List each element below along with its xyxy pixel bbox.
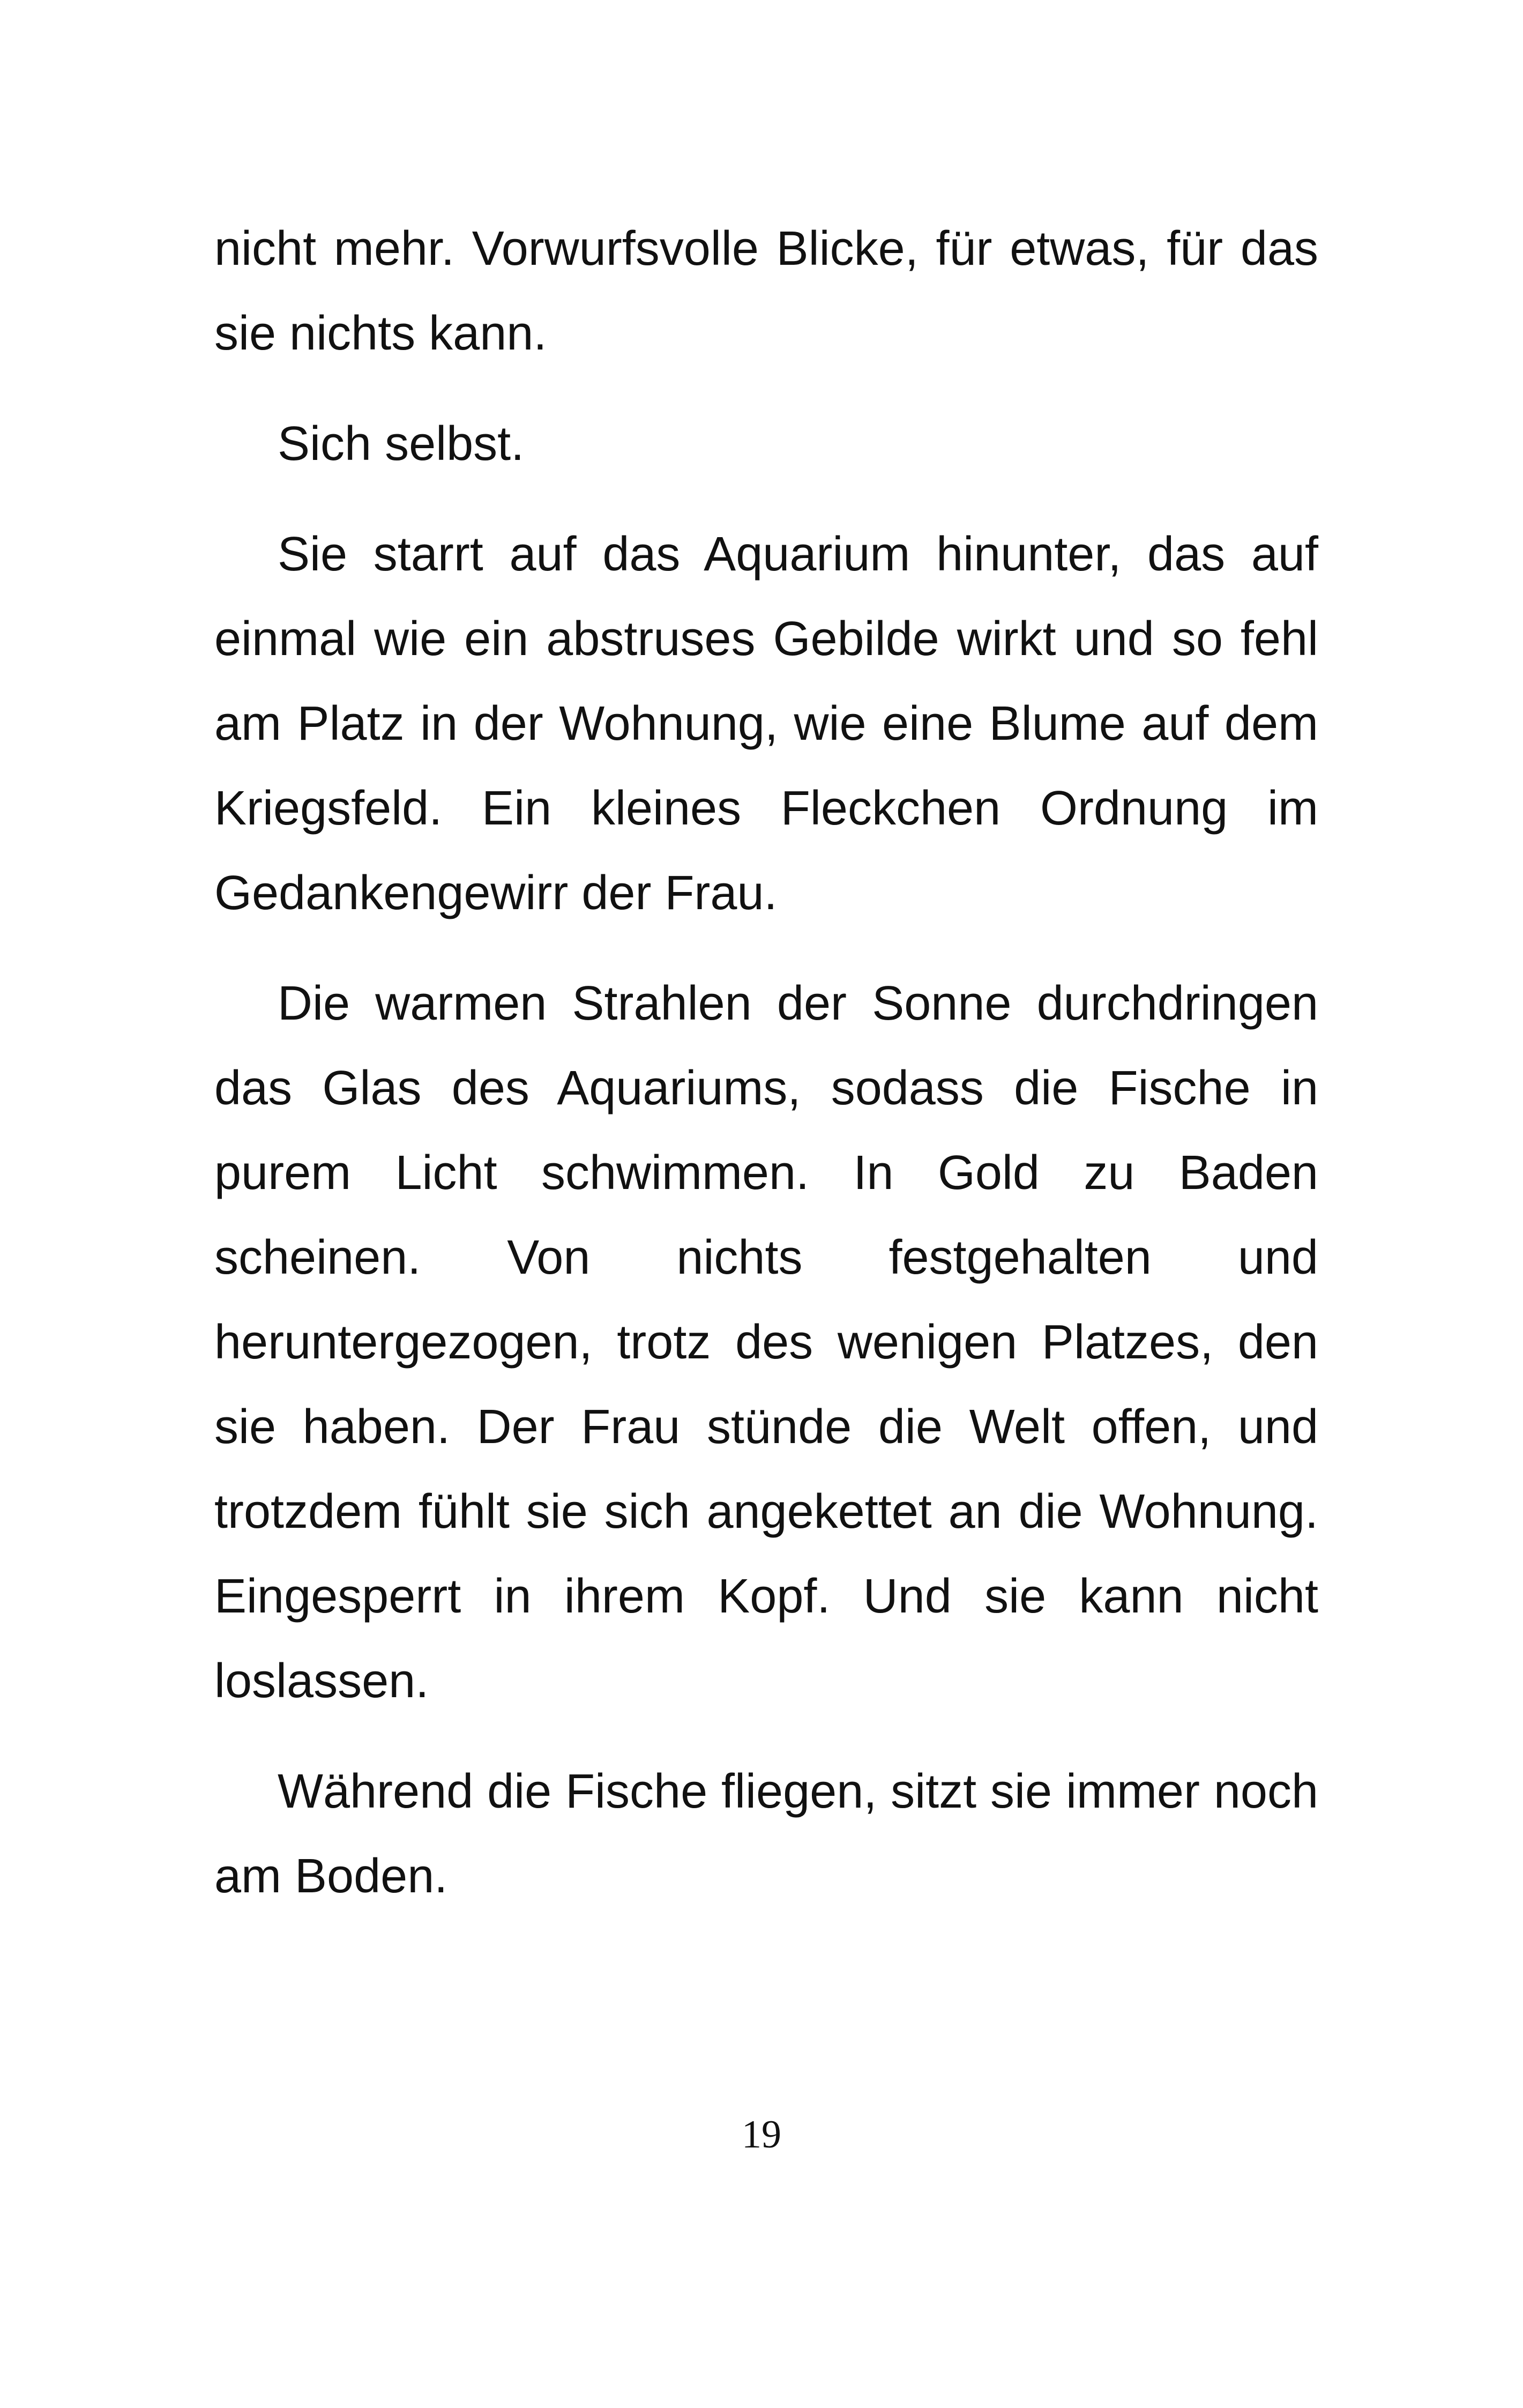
- paragraph-sunlight: Die warmen Strahlen der Sonne durchdringen das Glas des Aquariums, sodass die Fische in purem Licht schwimmen. In Gold zu Baden scheinen. Von nichts festgehalten und heruntergezogen, trotz des wenigen Platzes, den sie haben. Der Frau stünde die Welt offen, und trotzdem fühlt sie sich angekettet an die Wohnung. Eingesperrt in ihrem Kopf. Und sie kann nicht loslassen.: [214, 977, 1318, 1708]
- paragraph-sich-selbst: Sich selbst.: [278, 417, 525, 471]
- body-text: [214, 206, 1318, 1919]
- page-number: 19: [742, 2113, 781, 2157]
- paragraph-continuation: nicht mehr. Vorwurfsvolle Blicke, für etwas, für das sie nichts kann.: [214, 222, 1318, 360]
- paragraph-closing: Während die Fische fliegen, sitzt sie immer noch am Boden.: [214, 1765, 1318, 1903]
- paragraph-aquarium: Sie starrt auf das Aquarium hinunter, das auf einmal wie ein abstruses Gebilde wirkt und so fehl am Platz in der Wohnung, wie eine Blume auf dem Kriegsfeld. Ein kleines Fleckchen Ordnung im Gedankengewirr der Frau.: [214, 527, 1318, 920]
